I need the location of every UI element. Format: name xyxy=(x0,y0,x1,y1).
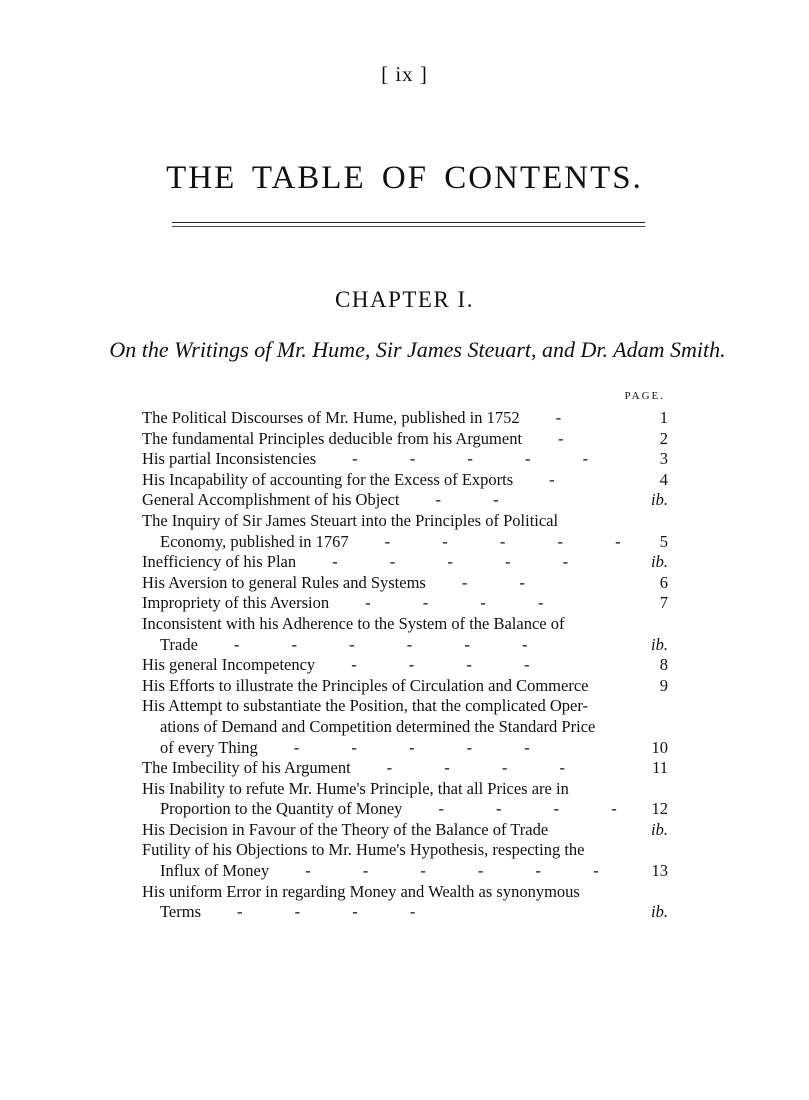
toc-page-number: 10 xyxy=(651,737,668,757)
toc-entry-line: His Efforts to illustrate the Principles of Circulation and Commerce xyxy=(142,675,589,695)
toc-entry-line: Terms - - - - xyxy=(160,902,416,922)
toc-leader-dashes: - xyxy=(558,428,564,448)
toc-entry-line: Economy, published in 1767 - - - - - xyxy=(160,531,621,551)
toc-entry xyxy=(142,614,668,655)
toc-entry-line: His Aversion to general Rules and Systems - - xyxy=(142,572,525,592)
toc-page-number: 8 xyxy=(659,655,668,675)
toc-entry-line: Trade - - - - - - xyxy=(160,634,528,654)
toc-entry xyxy=(142,449,668,470)
toc-entry-text xyxy=(142,696,632,758)
toc-leader-dashes: - - - - xyxy=(237,902,416,922)
toc-entry-text xyxy=(142,429,632,450)
toc-leader-dashes: - - xyxy=(435,490,499,510)
toc-page-number: ib. xyxy=(651,634,668,654)
toc-entry-line: The fundamental Principles deducible from his Argument - xyxy=(142,428,564,448)
toc-entry-line: His uniform Error in regarding Money and Wealth as synonymous xyxy=(142,881,580,901)
toc-page-number: 11 xyxy=(652,758,668,778)
toc-entry-text xyxy=(142,840,632,881)
toc-page-number: ib. xyxy=(651,552,668,572)
toc-entry-text xyxy=(142,820,632,841)
toc-entry-line: Proportion to the Quantity of Money - - - - xyxy=(160,799,617,819)
toc-entry-text xyxy=(142,614,632,655)
toc-entry xyxy=(142,429,668,450)
toc-entry-line: The Imbecility of his Argument - - - - xyxy=(142,758,566,778)
toc-entry-text xyxy=(142,676,632,697)
toc-page-number: 6 xyxy=(659,572,668,592)
toc-leader-dashes: - - - - - xyxy=(352,449,589,469)
toc-page-number: ib. xyxy=(651,490,668,510)
title-rule xyxy=(172,222,645,228)
toc-page-number: 13 xyxy=(651,861,668,881)
toc-entry-text xyxy=(142,470,632,491)
toc-leader-dashes: - xyxy=(549,469,555,489)
toc-entry xyxy=(142,696,668,758)
toc-leader-dashes: - - - - xyxy=(365,593,544,613)
toc-page-number: 12 xyxy=(651,799,668,819)
toc-page-number: 3 xyxy=(659,449,668,469)
toc-entry-line: The Inquiry of Sir James Steuart into the Principles of Political xyxy=(142,510,559,530)
toc-entry-text xyxy=(142,511,632,552)
toc-entry-line: General Accomplishment of his Object - - xyxy=(142,490,499,510)
page-column-heading: PAGE. xyxy=(624,390,665,402)
toc-entry-text xyxy=(142,490,632,511)
toc-page-number: ib. xyxy=(651,819,668,839)
toc-entry-line: Futility of his Objections to Mr. Hume's Hypothesis, respecting the xyxy=(142,840,585,860)
toc-entry xyxy=(142,552,668,573)
toc-entry-line: of every Thing - - - - - xyxy=(160,737,530,757)
toc-entry-line: His Attempt to substantiate the Position, that the complicated Oper- xyxy=(142,696,589,716)
toc-entry xyxy=(142,882,668,923)
toc-entry-line: His Incapability of accounting for the Excess of Exports - xyxy=(142,469,555,489)
toc-leader-dashes: - - xyxy=(461,572,525,592)
toc-entry-text xyxy=(142,882,632,923)
toc-leader-dashes: - - - - - xyxy=(384,531,621,551)
toc-entry-line: Inefficiency of his Plan - - - - - xyxy=(142,552,569,572)
toc-entry-line: ations of Demand and Competition determined the Standard Price xyxy=(160,716,596,736)
toc-page-number: 7 xyxy=(659,593,668,613)
page-folio: [ ix ] xyxy=(381,62,428,86)
toc-entry-line: Impropriety of this Aversion - - - - xyxy=(142,593,544,613)
toc-entry xyxy=(142,470,668,491)
toc-entry-text xyxy=(142,593,632,614)
toc-entry xyxy=(142,655,668,676)
page-title: THE TABLE OF CONTENTS. xyxy=(166,160,643,196)
toc-entry-text xyxy=(142,408,632,429)
toc-entry-text xyxy=(142,779,632,820)
toc-entry-line: His general Incompetency - - - - xyxy=(142,655,530,675)
chapter-heading: CHAPTER I. xyxy=(335,287,474,312)
toc-page-number: 9 xyxy=(659,675,668,695)
toc-entry-line: The Political Discourses of Mr. Hume, published in 1752 - xyxy=(142,408,562,427)
toc-entry xyxy=(142,840,668,881)
toc-leader-dashes: - - - - - - xyxy=(233,634,528,654)
toc-entry-text xyxy=(142,573,632,594)
toc-page-number: ib. xyxy=(651,902,668,922)
toc-leader-dashes: - xyxy=(555,408,562,427)
toc-entry xyxy=(142,758,668,779)
toc-leader-dashes: - - - - xyxy=(386,758,566,778)
toc-entry-line: His partial Inconsistencies - - - - - xyxy=(142,449,589,469)
table-of-contents xyxy=(142,408,668,923)
toc-leader-dashes: - - - - xyxy=(351,655,530,675)
toc-entry xyxy=(142,779,668,820)
toc-entry xyxy=(142,511,668,552)
toc-entry-text xyxy=(142,449,632,470)
toc-page-number: 2 xyxy=(659,428,668,448)
toc-entry-line: His Decision in Favour of the Theory of the Balance of Trade xyxy=(142,819,549,839)
toc-entry xyxy=(142,676,668,697)
toc-page-number: 4 xyxy=(659,469,668,489)
toc-entry xyxy=(142,820,668,841)
toc-leader-dashes: - - - - - - xyxy=(305,861,599,881)
toc-entry-text xyxy=(142,655,632,676)
toc-page-number: 5 xyxy=(659,531,668,551)
toc-entry xyxy=(142,593,668,614)
toc-entry xyxy=(142,490,668,511)
toc-leader-dashes: - - - - - xyxy=(332,552,569,572)
toc-entry xyxy=(142,408,668,429)
toc-entry-text xyxy=(142,758,632,779)
toc-entry xyxy=(142,573,668,594)
toc-leader-dashes: - - - - - xyxy=(293,737,530,757)
toc-page-number: 1 xyxy=(659,408,668,427)
toc-entry-line: Influx of Money - - - - - - xyxy=(160,861,599,881)
chapter-subtitle: On the Writings of Mr. Hume, Sir James Steuart, and Dr. Adam Smith. xyxy=(109,337,726,362)
toc-leader-dashes: - - - - xyxy=(438,799,617,819)
toc-entry-line: Inconsistent with his Adherence to the System of the Balance of xyxy=(142,613,565,633)
toc-entry-line: His Inability to refute Mr. Hume's Principle, that all Prices are in xyxy=(142,778,569,798)
toc-entry-text xyxy=(142,552,632,573)
